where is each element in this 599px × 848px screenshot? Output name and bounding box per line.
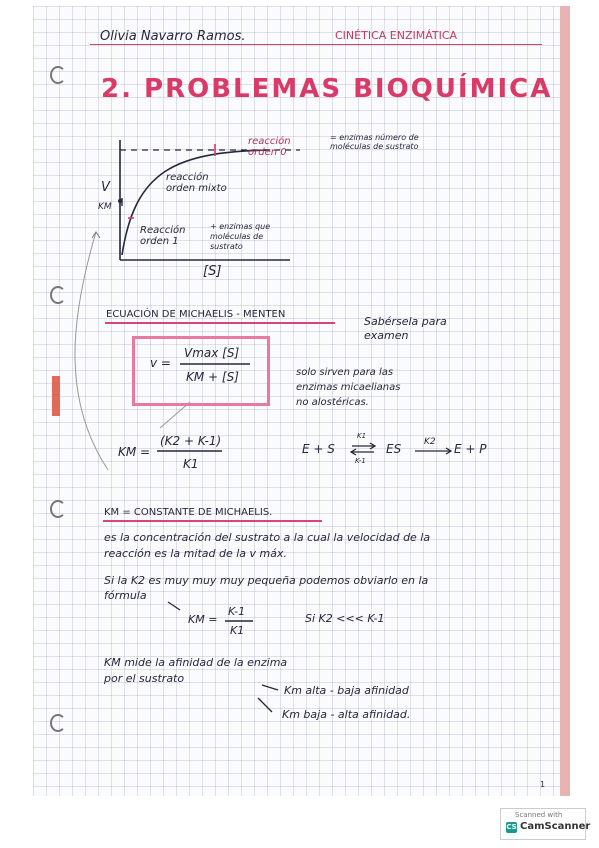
reaction-products: E + P (454, 442, 487, 456)
reaction-substrates: E + S (302, 442, 335, 456)
graph-label-zero-order: reacción orden 0 (248, 136, 291, 158)
km-definition-line1: es la concentración del sustrato a la cual la velocidad de la (104, 531, 431, 544)
graph-km-label: KM (98, 202, 112, 212)
arrow-to-graph (75, 232, 108, 470)
approx-line1: Si la K2 es muy muy muy pequeña podemos obviarlo en la (104, 574, 429, 587)
subject-label: CINÉTICA ENZIMÁTICA (335, 29, 458, 42)
km-equation-denominator: K1 (183, 457, 199, 471)
reaction-complex: ES (386, 442, 402, 456)
affinity-line1: KM mide la afinidad de la enzima (104, 656, 288, 669)
formula-numerator: Vmax [S] (184, 346, 240, 360)
km-equation-left: KM = (118, 445, 151, 459)
page-number: 1 (540, 780, 546, 789)
affinity-low: Km baja - alta afinidad. (282, 708, 411, 721)
camscanner-brand: CamScanner (520, 821, 591, 832)
affinity-high: Km alta - baja afinidad (284, 684, 409, 697)
km-definition-line2: reacción es la mitad de la v máx. (104, 547, 287, 560)
scanned-with-label: Scanned with (515, 811, 563, 819)
graph-note-zero-order: = enzimas número de moléculas de sustrato (330, 133, 419, 151)
camscanner-logo-icon: CS (506, 823, 517, 831)
approx-condition: Si K2 <<< K-1 (305, 612, 385, 625)
graph-note-first-order: + enzimas que moléculas de sustrato (210, 222, 271, 251)
affinity-line2: por el sustrato (104, 672, 185, 685)
formula-denominator: KM + [S] (186, 370, 239, 384)
reaction-k-1: K-1 (355, 457, 366, 465)
formula-v: v = (150, 356, 171, 370)
section1-side-note: Sabérsela para examen (364, 315, 447, 342)
page-title: 2. PROBLEMAS BIOQUÍMICA (101, 74, 553, 104)
graph-label-first-order: Reacción orden 1 (140, 225, 186, 247)
section1-heading: ECUACIÓN DE MICHAELIS - MENTEN (106, 309, 286, 320)
reaction-k2: K2 (424, 437, 436, 447)
approx-equation-denominator: K1 (230, 624, 245, 637)
section2-heading: KM = CONSTANTE DE MICHAELIS. (104, 507, 273, 518)
affinity-low-arrow (258, 698, 272, 712)
author-name: Olivia Navarro Ramos. (100, 29, 246, 44)
camscanner-badge (500, 808, 591, 840)
km-equation-numerator: (K2 + K-1) (160, 434, 222, 448)
approx-equation-numerator: K-1 (228, 605, 246, 618)
graph-y-label: V (101, 180, 110, 195)
graph-label-mixed: reacción orden mixto (166, 172, 227, 194)
reaction-k1: K1 (357, 432, 367, 440)
graph-x-label: [S] (203, 264, 222, 279)
formula-note: solo sirven para las enzimas micaelianas no alostéricas. (296, 367, 401, 408)
approx-equation-left: KM = (188, 613, 218, 626)
approx-arrow (168, 602, 180, 610)
approx-line2: fórmula (104, 589, 147, 602)
km-point (118, 199, 122, 203)
affinity-high-arrow (262, 685, 278, 690)
